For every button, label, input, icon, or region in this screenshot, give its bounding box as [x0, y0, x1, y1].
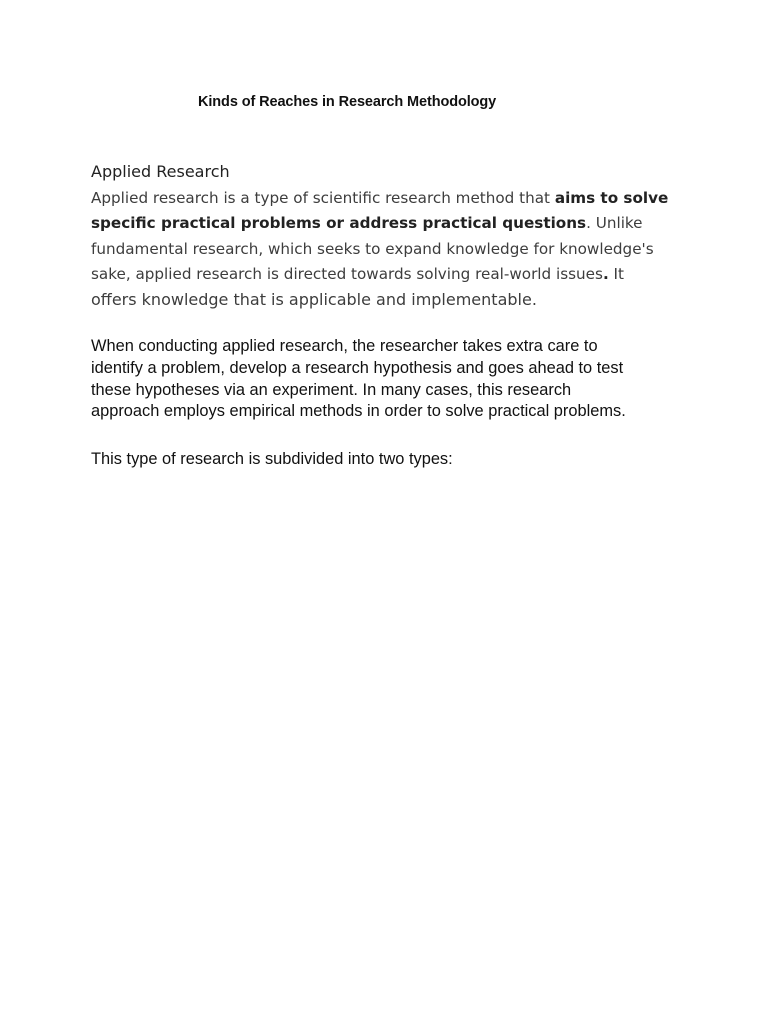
bold-text-run: aims to solve [554, 189, 669, 207]
paragraph-line: When conducting applied research, the researcher takes extra care to [91, 337, 598, 355]
paragraph-intro-line-5: offers knowledge that is applicable and implementable. [91, 290, 537, 310]
bold-text-run: . [602, 264, 609, 283]
document-title: Kinds of Reaches in Research Methodology [198, 94, 497, 110]
paragraph-line: approach employs empirical methods in order to solve practical problems. [91, 402, 626, 421]
paragraph-intro-line-1 [91, 186, 691, 211]
bold-text-run: specific practical problems or address practical questions [91, 214, 587, 233]
paragraph-subdivided: This type of research is subdivided into two types: [91, 450, 453, 468]
paragraph-conducting [91, 336, 691, 423]
section-heading: Applied Research [91, 162, 230, 181]
paragraph-intro [91, 186, 691, 312]
paragraph-line: identify a problem, develop a research hypothesis and goes ahead to test [91, 358, 624, 377]
text-run: . Unlike [586, 214, 643, 233]
text-run: Applied research is a type of scientific research method that [91, 189, 555, 207]
paragraph-intro-line-4 [91, 262, 691, 287]
paragraph-intro-line-3: fundamental research, which seeks to expand knowledge for knowledge's [91, 239, 654, 258]
paragraph-line: these hypotheses via an experiment. In many cases, this research [91, 380, 572, 399]
paragraph-intro-line-2 [91, 211, 691, 236]
text-run: It [608, 264, 624, 283]
text-run: sake, applied research is directed towards solving real-world issues [91, 264, 603, 283]
